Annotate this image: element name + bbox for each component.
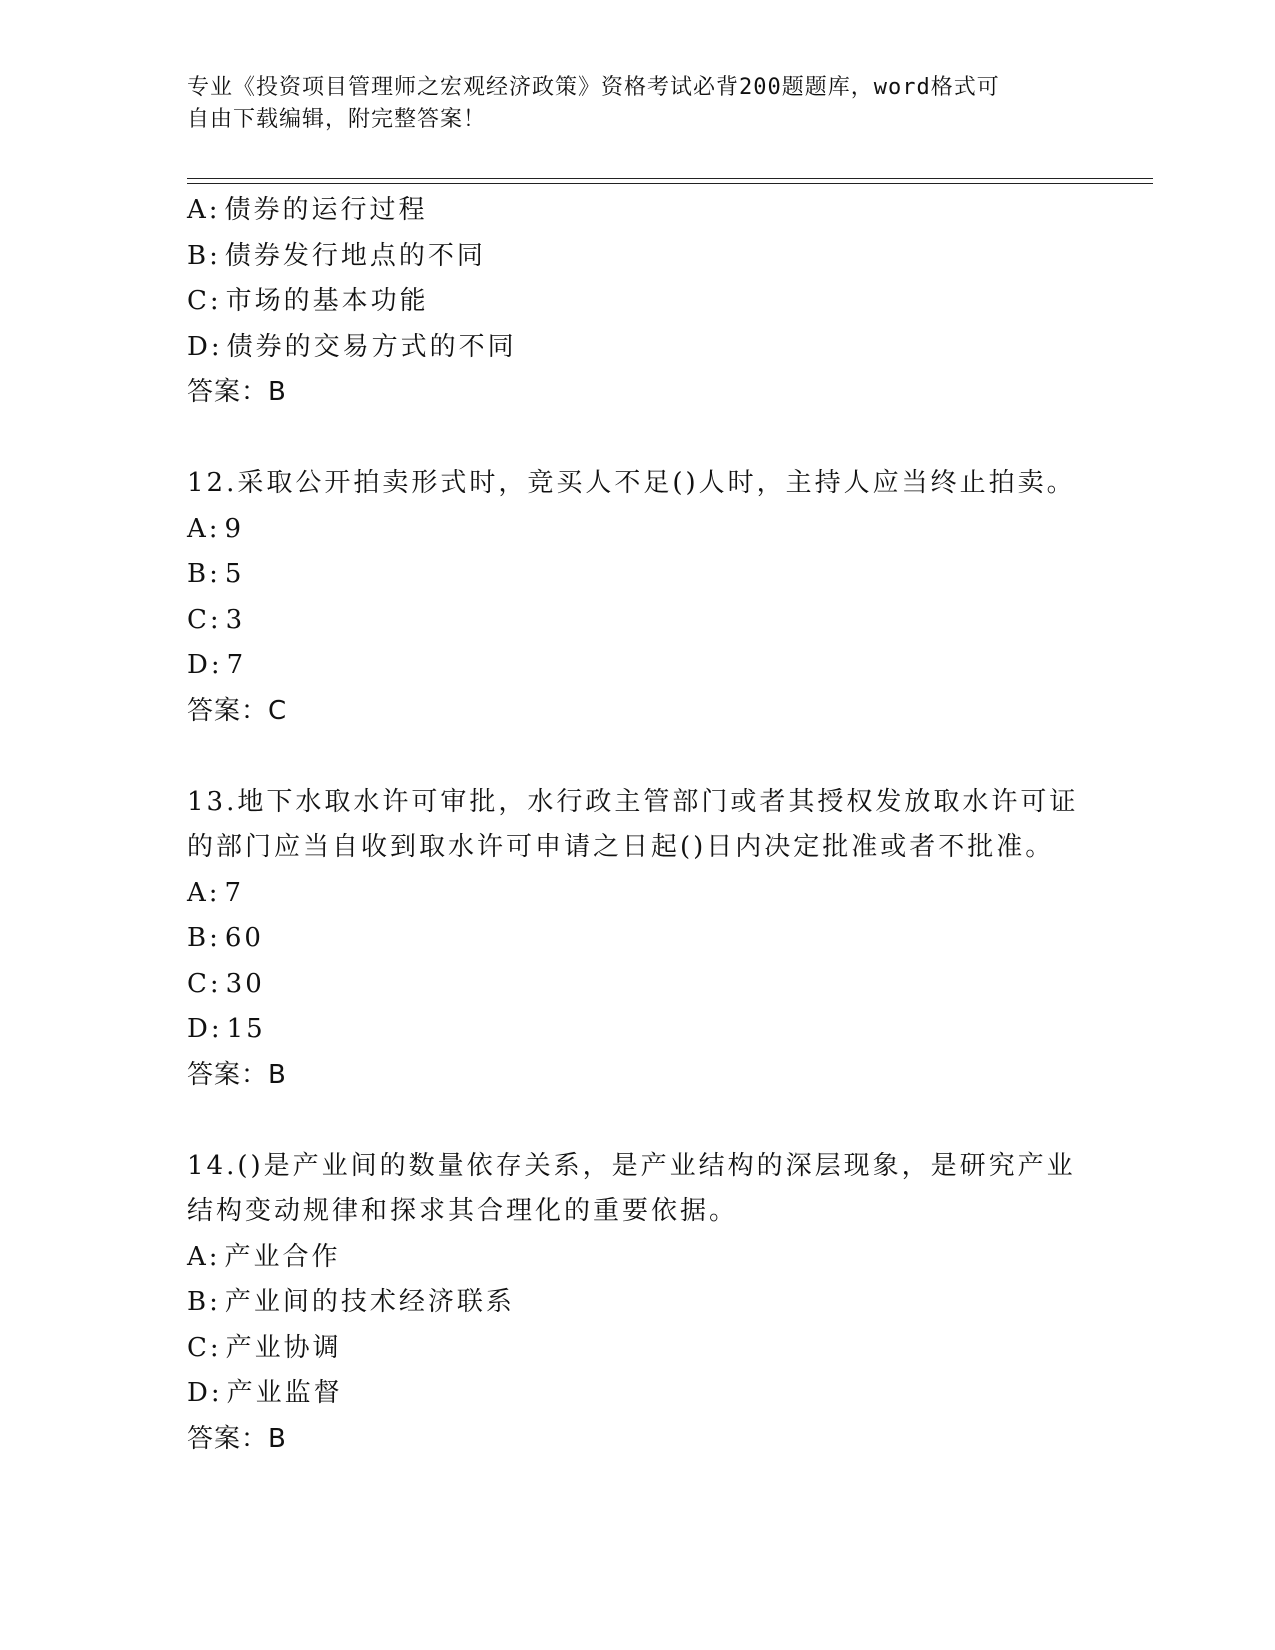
option-letter: A: <box>187 195 221 225</box>
spacer <box>187 1098 1087 1144</box>
option-c <box>187 1326 1087 1372</box>
option-a <box>187 1235 1087 1281</box>
header-divider-bottom <box>187 183 1153 184</box>
option-text: 7 <box>226 650 247 680</box>
header-line-2: 自由下载编辑，附完整答案！ <box>187 107 487 132</box>
option-letter: D: <box>187 331 223 362</box>
spacer <box>187 734 1087 780</box>
question-14 <box>187 1144 1087 1463</box>
question-list <box>187 188 1087 1462</box>
question-11 <box>187 188 1087 416</box>
option-letter: A: <box>187 877 221 908</box>
option-d <box>187 1007 1087 1053</box>
answer-line: 答案：B <box>187 1059 287 1090</box>
option-c <box>187 598 1087 644</box>
option-a <box>187 871 1087 917</box>
option-text: 5 <box>224 559 245 589</box>
option-letter: C: <box>187 1332 222 1363</box>
option-letter: D: <box>187 650 223 680</box>
option-letter: B: <box>187 240 221 271</box>
option-text: 7 <box>224 877 245 908</box>
header-line-1: 专业《投资项目管理师之宏观经济政策》资格考试必背200题题库，word格式可 <box>187 75 1000 100</box>
option-text: 产业合作 <box>224 1241 341 1272</box>
option-b <box>187 552 1087 598</box>
option-text: 60 <box>224 923 264 953</box>
answer-line: 答案：C <box>187 695 288 726</box>
option-text: 债券发行地点的不同 <box>224 240 486 271</box>
spacer <box>187 416 1087 462</box>
option-b <box>187 916 1087 962</box>
option-letter: C: <box>187 286 222 316</box>
option-c <box>187 962 1087 1008</box>
option-letter: B: <box>187 559 221 589</box>
option-text: 产业间的技术经济联系 <box>224 1287 515 1317</box>
answer-line: 答案：B <box>187 1423 287 1454</box>
option-d <box>187 643 1087 689</box>
option-text: 30 <box>225 968 265 999</box>
option-text: 3 <box>225 604 246 635</box>
option-letter: A: <box>187 1241 221 1272</box>
option-letter: A: <box>187 513 221 544</box>
option-letter: D: <box>187 1014 223 1044</box>
question-13 <box>187 780 1087 1099</box>
question-text-line-2: 的部门应当自收到取水许可申请之日起()日内决定批准或者不批准。 <box>187 832 1055 862</box>
option-text: 产业协调 <box>225 1332 342 1363</box>
option-text: 债券的交易方式的不同 <box>226 331 517 362</box>
header-divider-top <box>187 178 1153 179</box>
question-text-line-1: 13.地下水取水许可审批，水行政主管部门或者其授权发放取水许可证 <box>187 786 1079 817</box>
option-letter: B: <box>187 923 221 953</box>
option-a <box>187 507 1087 553</box>
option-letter: C: <box>187 604 222 635</box>
option-c <box>187 279 1087 325</box>
option-b <box>187 1280 1087 1326</box>
option-text: 9 <box>224 513 245 544</box>
option-letter: C: <box>187 968 222 999</box>
option-text: 市场的基本功能 <box>225 286 429 316</box>
option-d <box>187 325 1087 371</box>
document-header <box>187 72 1067 136</box>
question-text-line-1: 14.()是产业间的数量依存关系，是产业结构的深层现象，是研究产业 <box>187 1150 1076 1181</box>
option-text: 债券的运行过程 <box>224 195 428 225</box>
question-text: 12.采取公开拍卖形式时，竞买人不足()人时，主持人应当终止拍卖。 <box>187 468 1076 498</box>
answer-line: 答案：B <box>187 377 287 407</box>
option-text: 产业监督 <box>226 1378 343 1408</box>
question-12 <box>187 461 1087 734</box>
option-d <box>187 1371 1087 1417</box>
option-a <box>187 188 1087 234</box>
option-b <box>187 234 1087 280</box>
question-text-line-2: 结构变动规律和探求其合理化的重要依据。 <box>187 1196 739 1226</box>
option-letter: D: <box>187 1378 223 1408</box>
option-letter: B: <box>187 1287 221 1317</box>
option-text: 15 <box>226 1014 266 1044</box>
